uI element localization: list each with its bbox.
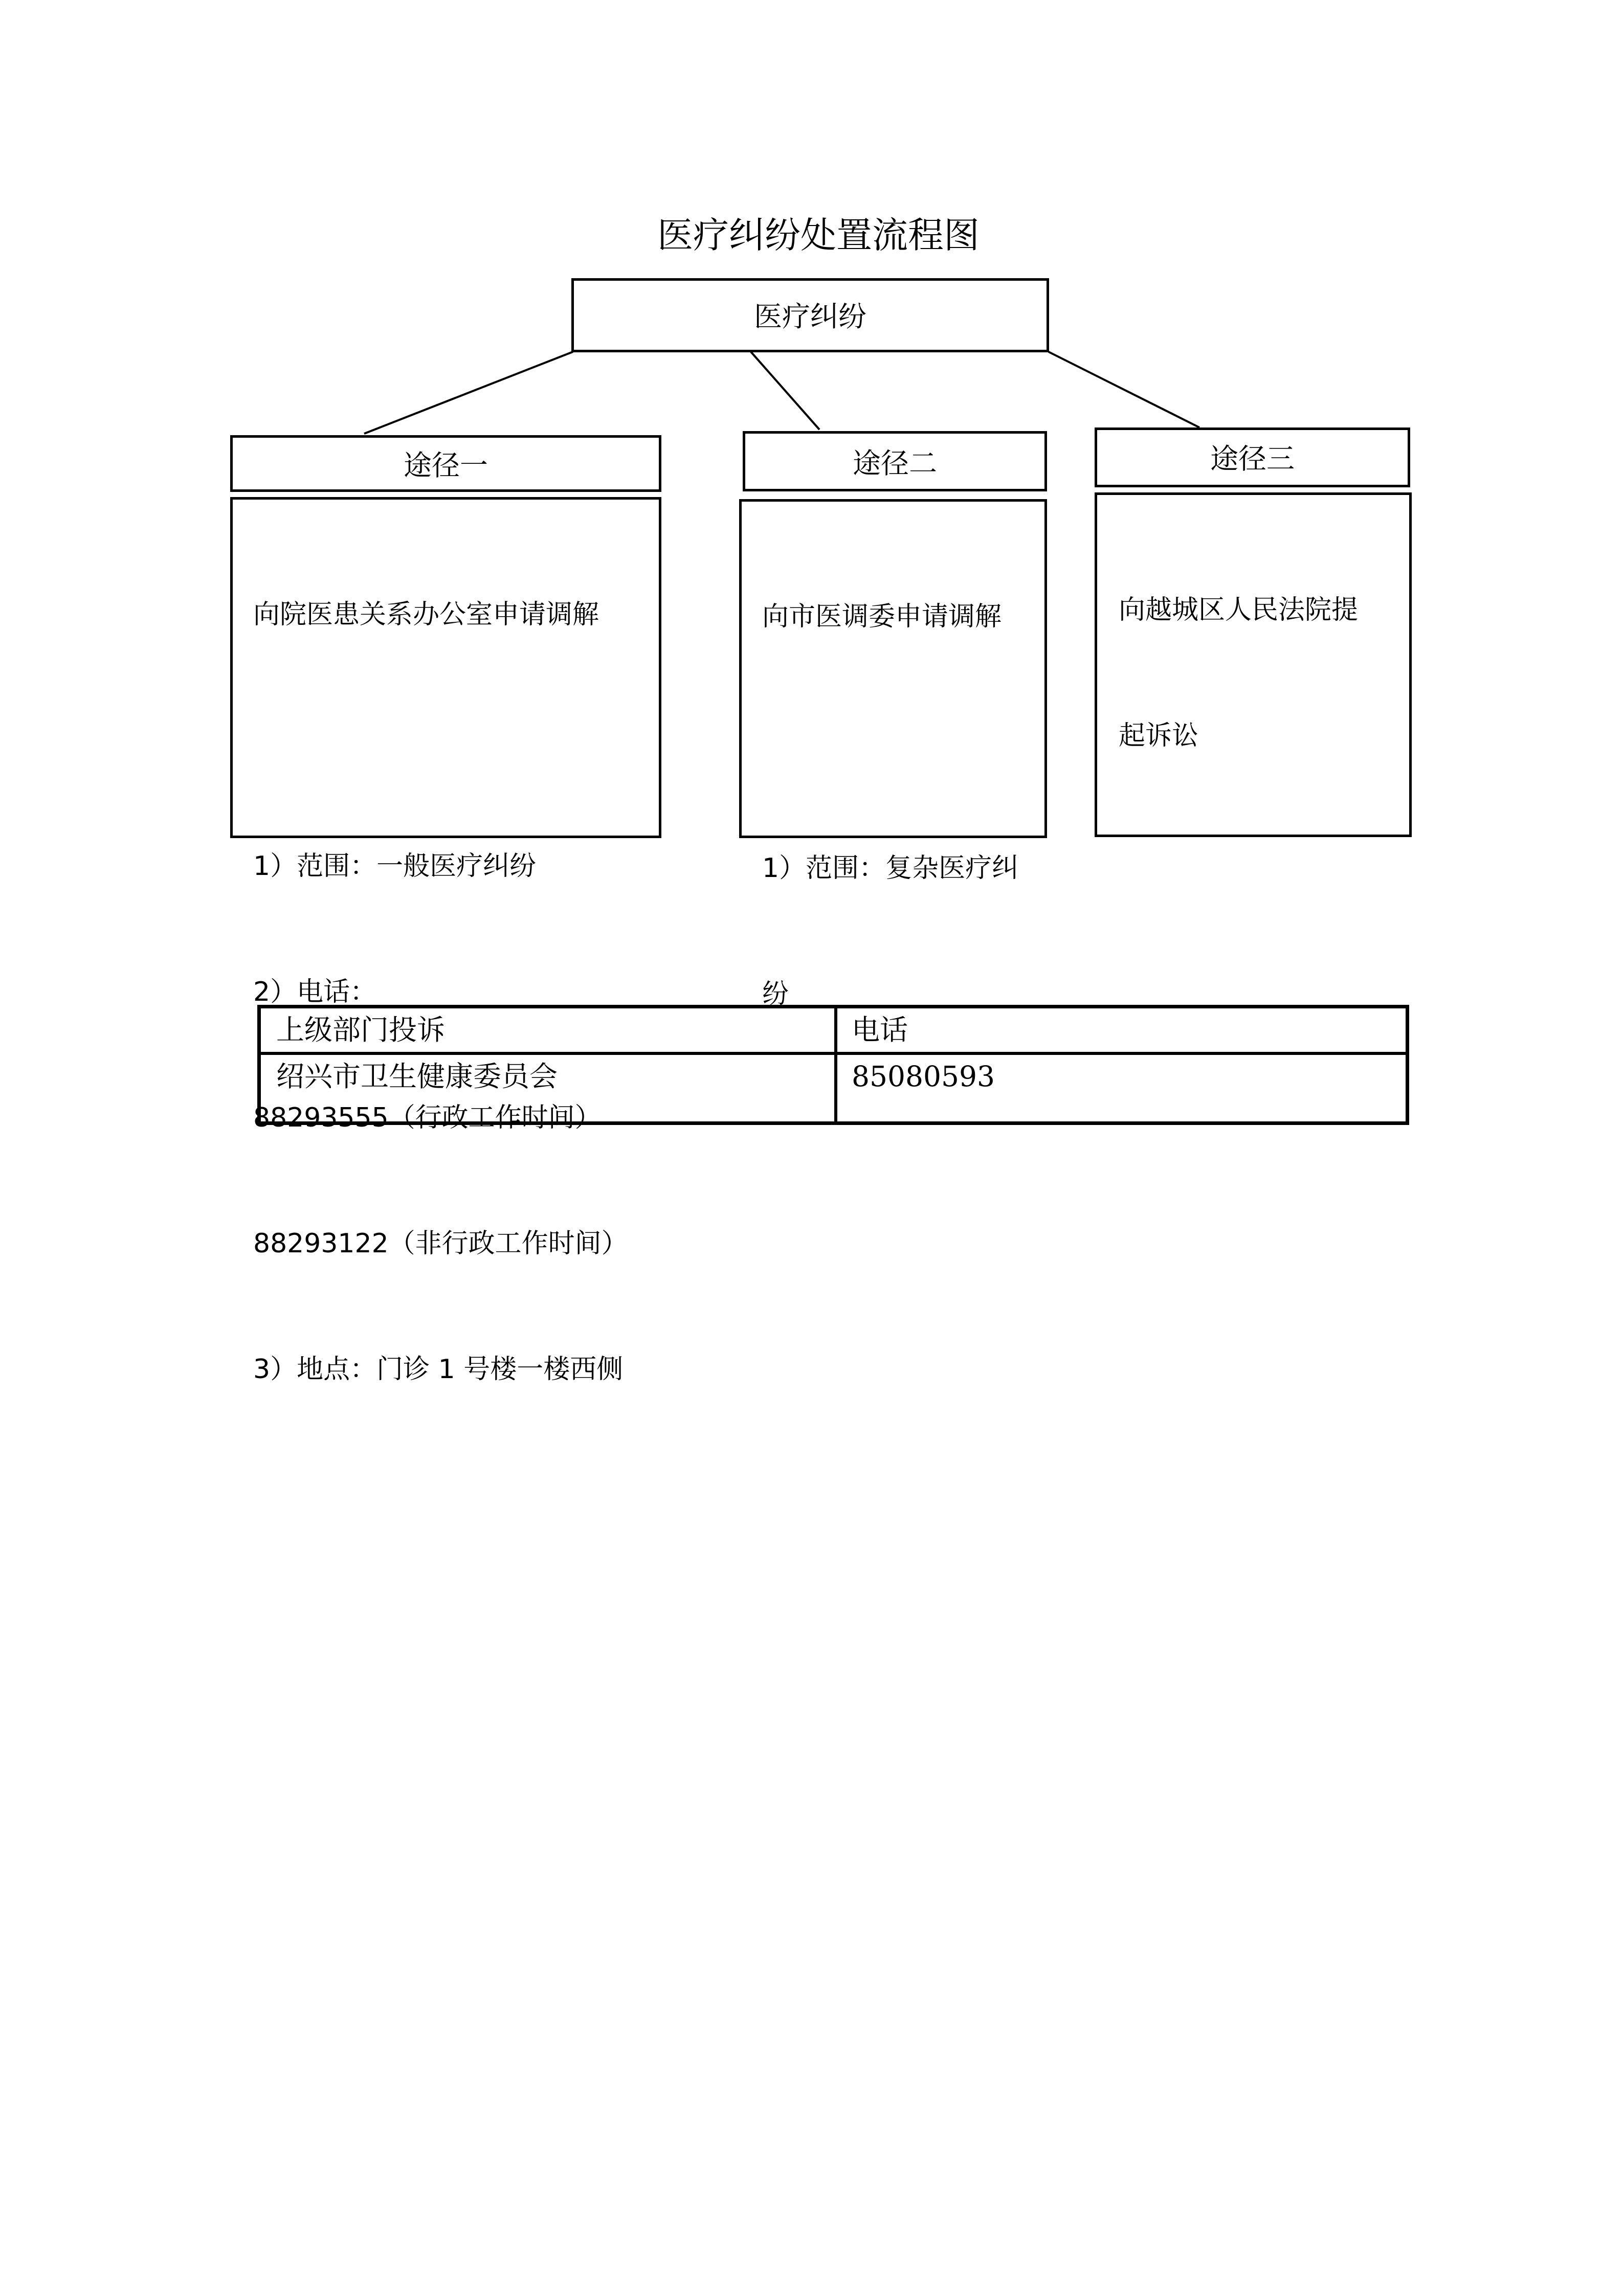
route-1-line: 2）电话： [253,977,377,1007]
connector-root-route-2 [751,352,819,430]
route-3-text [1119,505,1358,841]
route-2-line: 1）范围：复杂医疗纠 [762,853,1019,884]
route-3-header [1095,427,1410,487]
table-cell-phone: 85080593 [852,1060,995,1093]
connector-root-route-1 [364,352,573,434]
route-1-line: 88293555（行政工作时间） [253,1102,602,1133]
root-node-label: 医疗纠纷 [753,300,866,333]
route-2-label: 途径二 [852,447,937,480]
route-1-header [230,435,661,492]
route-3-line: 向越城区人民法院提 [1119,595,1359,625]
route-2-line: 向市医调委申请调解 [762,601,1002,632]
route-1-line: 3）地点：门诊 1 号楼一楼西侧 [253,1354,624,1385]
table-row-divider [261,1052,1406,1055]
route-1-label: 途径一 [403,449,488,482]
table-header-phone: 电话 [852,1014,908,1046]
route-1-line: 1）范围：一般医疗纠纷 [253,851,537,882]
page-title: 医疗纠纷处置流程图 [657,214,980,256]
table-column-divider [834,1008,837,1121]
table-cell-department: 绍兴市卫生健康委员会 [276,1060,558,1093]
complaint-table [257,1005,1409,1125]
route-2-line: 纷 [762,979,789,1009]
route-3-line: 起诉讼 [1119,721,1199,751]
route-3-detail [1095,492,1412,837]
connector-root-route-3 [1049,352,1199,427]
route-3-label: 途径三 [1210,442,1295,475]
route-1-line: 向院医患关系办公室申请调解 [253,599,599,630]
route-2-detail [739,499,1047,1009]
root-node [571,278,1049,352]
route-1-line: 88293122（非行政工作时间） [253,1228,628,1259]
table-header-department: 上级部门投诉 [276,1014,446,1046]
route-1-text [253,510,628,1474]
route-2-header [743,431,1047,491]
route-2-line [762,722,1018,763]
route-1-line [253,719,628,761]
